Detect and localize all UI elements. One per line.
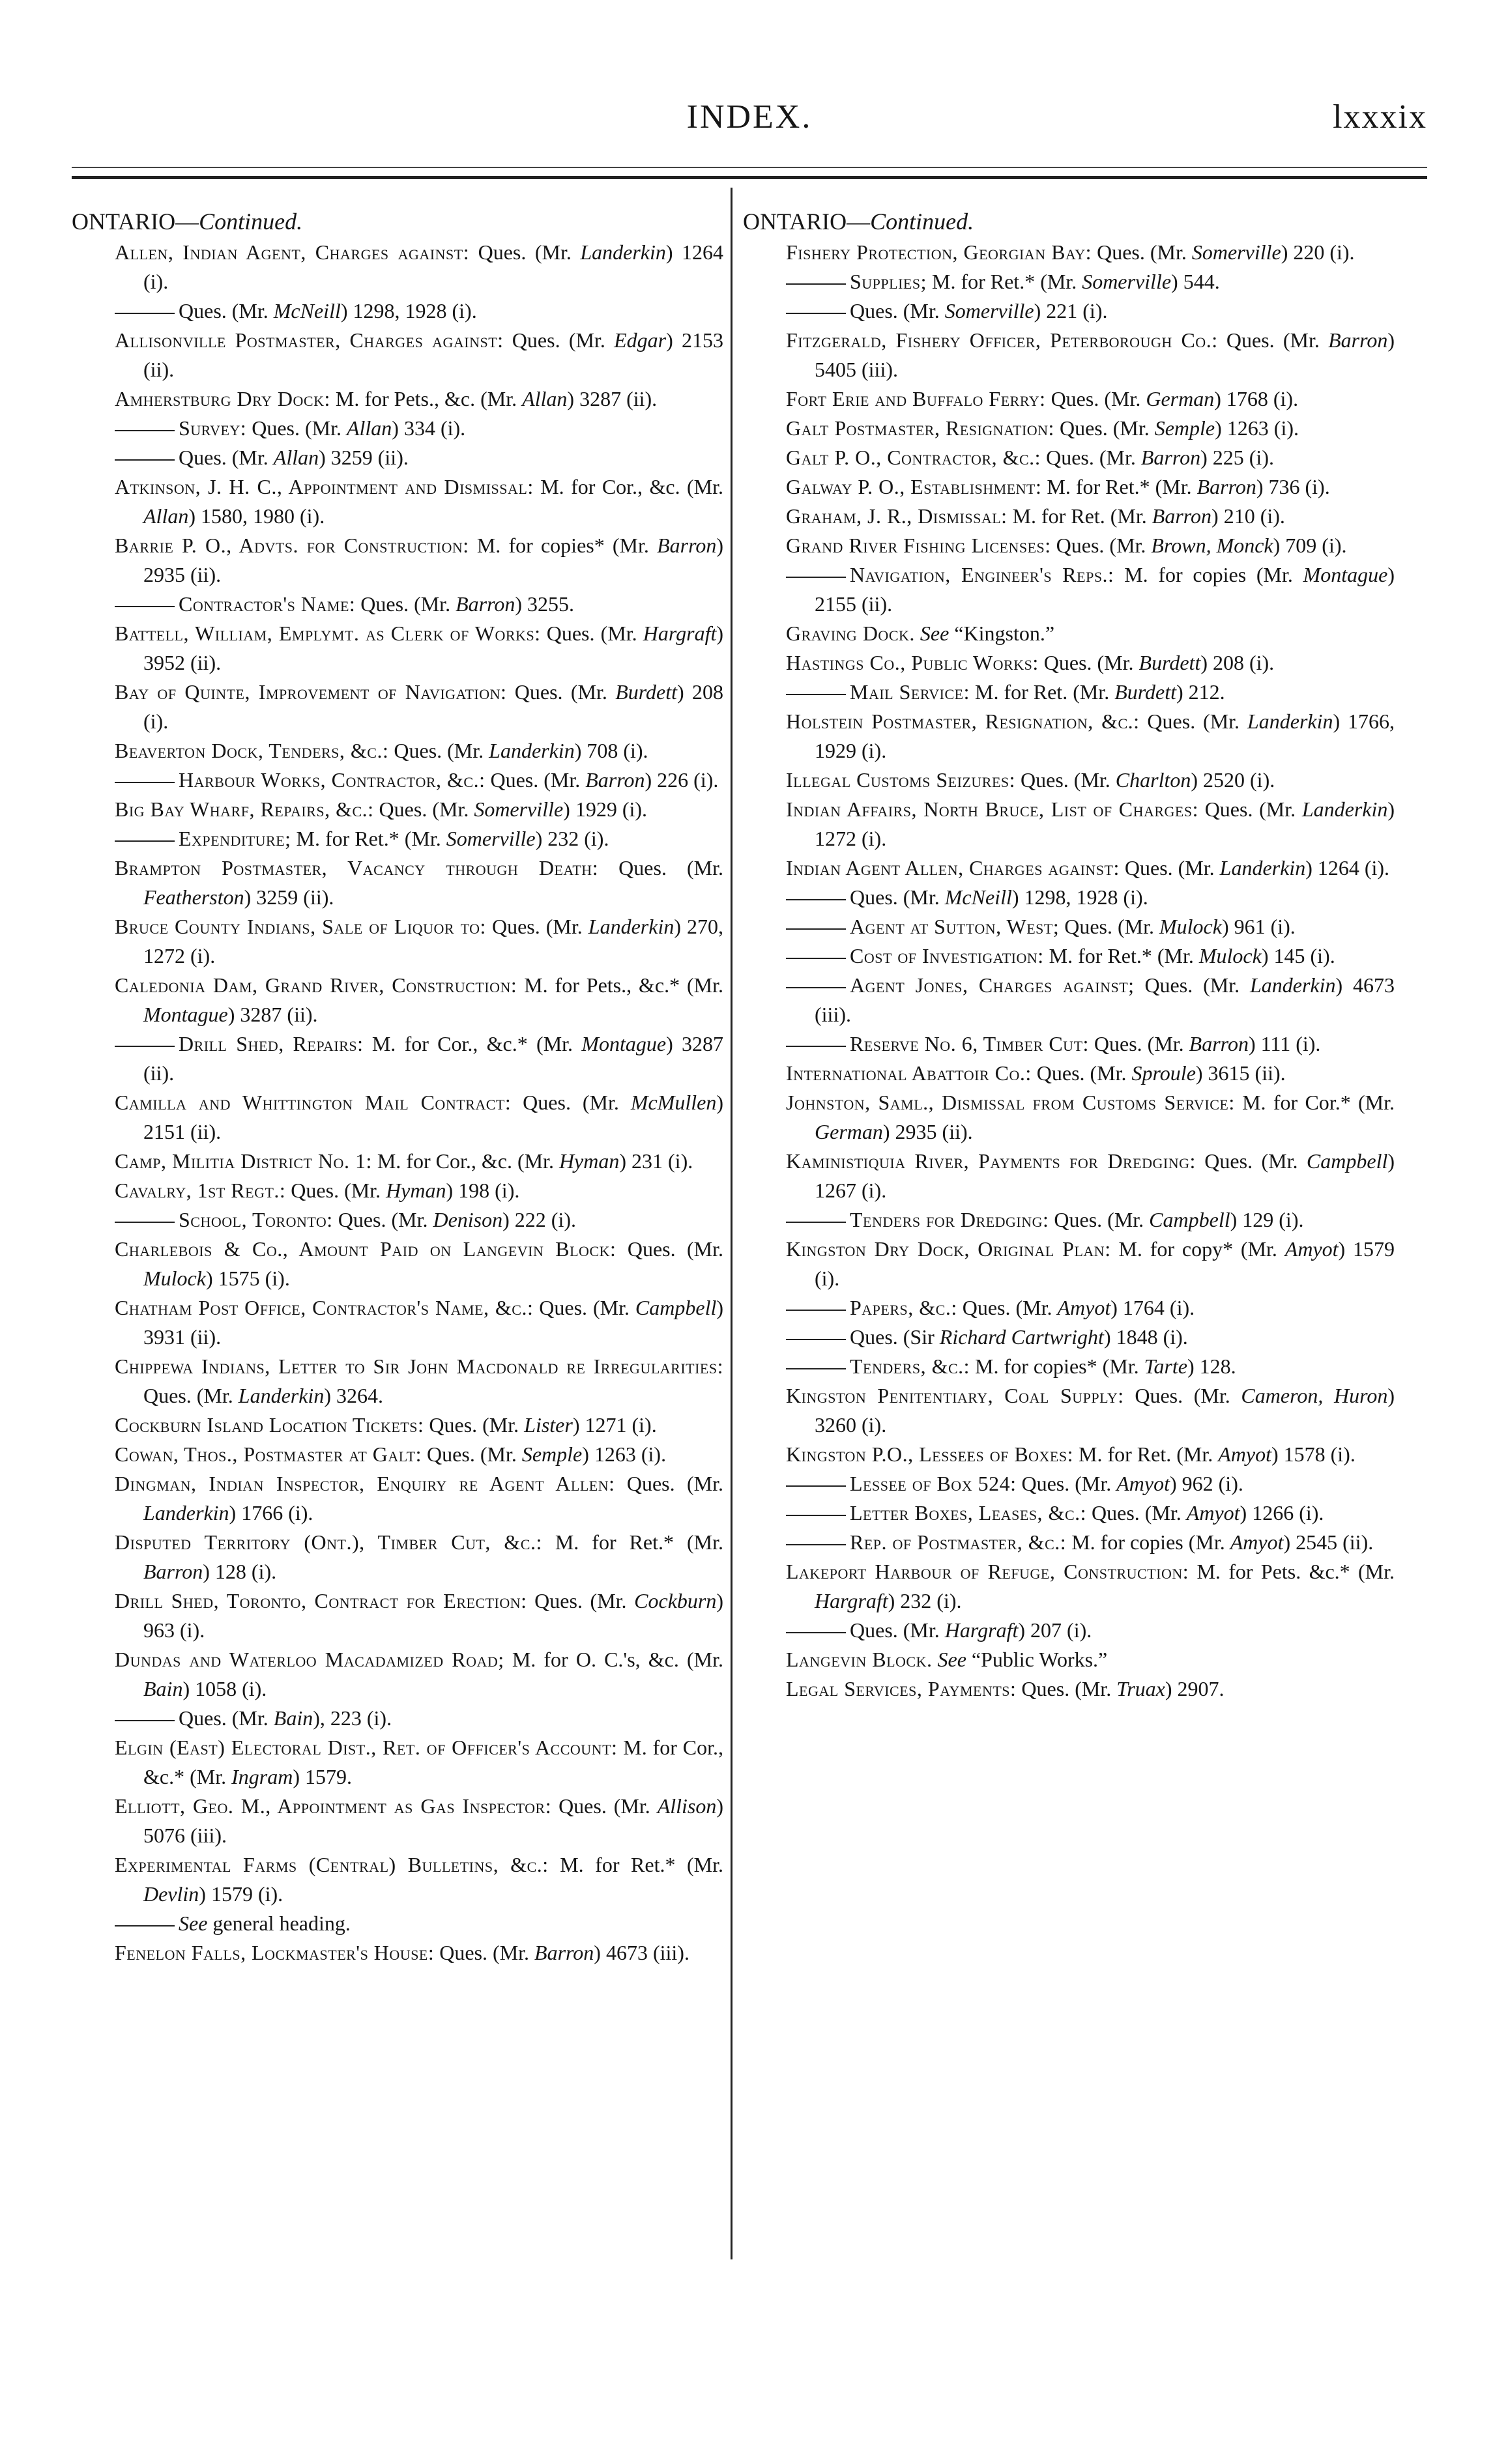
entry-reference: M. for Pets., &c.* (Mr. Montague) 3287 (ii). xyxy=(143,973,724,1026)
entry-heading: Indian Agent Allen, Charges against: xyxy=(786,856,1120,880)
index-entry xyxy=(743,648,1395,678)
entry-heading: Contractor's Name: xyxy=(179,592,356,616)
entry-reference: Ques. (Mr. Truax) 2907. xyxy=(1021,1677,1225,1700)
index-entry xyxy=(743,1674,1395,1704)
entry-reference: Ques. (Mr. McNeill) 1298, 1928 (i). xyxy=(179,299,477,322)
index-subentry xyxy=(743,1293,1395,1323)
section-continued: Continued. xyxy=(199,208,303,235)
entry-heading: Chatham Post Office, Contractor's Name, &c.: xyxy=(115,1296,534,1319)
entry-reference: M. for copies (Mr. Montague) 2155 (ii). xyxy=(815,563,1395,616)
entry-heading: Caledonia Dam, Grand River, Construction: xyxy=(115,973,517,997)
index-entry xyxy=(72,1088,723,1147)
index-entry xyxy=(743,414,1395,443)
index-entry xyxy=(743,1557,1395,1616)
entry-heading: Cowan, Thos., Postmaster at Galt: xyxy=(115,1442,422,1466)
entry-reference: Ques. (Mr. Semple) 1263 (i). xyxy=(427,1442,667,1466)
entry-reference: Ques. (Mr. Brown, Monck) 709 (i). xyxy=(1056,534,1347,557)
index-entry xyxy=(72,326,723,384)
index-entry xyxy=(72,912,723,971)
entry-reference: Ques. (Mr. Hargraft) 207 (i). xyxy=(850,1618,1092,1642)
index-subentry xyxy=(743,267,1395,296)
entry-reference: Ques. (Mr. German) 1768 (i). xyxy=(1051,387,1299,410)
index-subentry xyxy=(743,1029,1395,1059)
entry-reference: Ques. (Mr. Sproule) 3615 (ii). xyxy=(1036,1061,1286,1085)
column-divider xyxy=(731,188,732,2259)
index-subentry xyxy=(743,296,1395,326)
entry-heading: Survey: xyxy=(179,416,247,440)
entry-reference: See general heading. xyxy=(179,1912,351,1935)
index-entry xyxy=(72,1469,723,1528)
index-subentry xyxy=(743,883,1395,912)
entry-heading: Kingston Penitentiary, Coal Supply: xyxy=(786,1384,1124,1407)
entry-heading: Tenders, &c.: xyxy=(850,1354,970,1378)
entry-heading: Amherstburg Dry Dock: xyxy=(115,387,330,410)
entry-heading: Cost of Investigation: xyxy=(850,944,1044,967)
entry-reference: M. for Ret. (Mr. Barron) 210 (i). xyxy=(1012,504,1285,528)
entry-reference: M. for Cor., &c. (Mr. Allan) 1580, 1980 (i). xyxy=(143,475,724,528)
entry-reference: Ques. (Mr. Hyman) 198 (i). xyxy=(291,1179,520,1202)
entry-heading: Dingman, Indian Inspector, Enquiry re Agent Allen: xyxy=(115,1472,615,1495)
entry-heading: Cockburn Island Location Tickets: xyxy=(115,1413,424,1437)
entry-reference: Ques. (Mr. Landerkin) 1264 (i). xyxy=(1124,856,1390,880)
index-subentry xyxy=(72,414,723,443)
section-heading xyxy=(72,207,723,236)
entry-heading: Agent Jones, Charges against; xyxy=(850,973,1135,997)
index-entry xyxy=(743,1147,1395,1205)
index-entry xyxy=(72,1586,723,1645)
index-entry xyxy=(72,1792,723,1850)
index-entry xyxy=(72,1733,723,1792)
entry-reference: Ques. (Mr. Landerkin) 708 (i). xyxy=(394,739,648,762)
entry-reference: Ques. (Mr. Barron) 225 (i). xyxy=(1046,446,1274,469)
index-entry xyxy=(72,619,723,678)
index-entry xyxy=(72,736,723,766)
section-heading xyxy=(743,207,1395,236)
entry-reference: M. for copies (Mr. Amyot) 2545 (ii). xyxy=(1071,1530,1374,1554)
entry-heading: Cavalry, 1st Regt.: xyxy=(115,1179,286,1202)
entry-heading: Harbour Works, Contractor, &c.: xyxy=(179,768,486,792)
entry-reference: Ques. (Mr. Landerkin) 1264 (i). xyxy=(143,240,724,293)
index-entry xyxy=(72,1938,723,1968)
entry-reference: Ques. (Mr. Landerkin) 270, 1272 (i). xyxy=(143,915,724,967)
entry-reference: Ques. (Mr. Allan) 334 (i). xyxy=(252,416,466,440)
section-continued: Continued. xyxy=(870,208,974,235)
entry-reference: Ques. (Mr. Allan) 3259 (ii). xyxy=(179,446,409,469)
index-entry xyxy=(743,1088,1395,1147)
entry-heading: Chippewa Indians, Letter to Sir John Macdonald re Irregularities: xyxy=(115,1354,723,1378)
page-title: INDEX. xyxy=(686,98,813,136)
entry-reference: Ques. (Mr. Lister) 1271 (i). xyxy=(429,1413,657,1437)
index-entry xyxy=(72,1528,723,1586)
entry-heading: Battell, William, Emplymt. as Clerk of Works: xyxy=(115,622,541,645)
entry-heading: Indian Affairs, North Bruce, List of Charges: xyxy=(786,797,1198,821)
index-subentry xyxy=(743,941,1395,971)
index-entry xyxy=(743,1381,1395,1440)
entry-heading: Elgin (East) Electoral Dist., Ret. of Officer's Account: xyxy=(115,1736,618,1759)
index-entry xyxy=(743,1440,1395,1469)
index-entry xyxy=(743,326,1395,384)
entry-heading: Galt Postmaster, Resignation: xyxy=(786,416,1054,440)
index-entry xyxy=(743,1645,1395,1674)
entry-heading: Allisonville Postmaster, Charges against: xyxy=(115,328,504,352)
entry-reference: See “Kingston.” xyxy=(920,622,1055,645)
entry-heading: Rep. of Postmaster, &c.: xyxy=(850,1530,1067,1554)
index-subentry xyxy=(743,1352,1395,1381)
index-subentry xyxy=(72,1205,723,1235)
entry-reference: Ques. (Mr. Burdett) 208 (i). xyxy=(1043,651,1275,674)
entry-heading: Disputed Territory (Ont.), Timber Cut, &c.: xyxy=(115,1530,542,1554)
entry-heading: Hastings Co., Public Works: xyxy=(786,651,1039,674)
entry-reference: Ques. (Mr. Campbell) 129 (i). xyxy=(1054,1208,1304,1231)
index-subentry xyxy=(743,1616,1395,1645)
entry-reference: Ques. (Mr. Landerkin) 3264. xyxy=(143,1384,383,1407)
entry-heading: Elliott, Geo. M., Appointment as Gas Inspector: xyxy=(115,1794,552,1818)
index-entry xyxy=(743,766,1395,795)
entry-reference: Ques. (Mr. Charlton) 2520 (i). xyxy=(1021,768,1275,792)
index-entry xyxy=(743,472,1395,502)
right-column xyxy=(743,207,1395,1704)
index-subentry xyxy=(72,1909,723,1938)
index-entry xyxy=(743,443,1395,472)
entry-heading: Reserve No. 6, Timber Cut: xyxy=(850,1032,1089,1055)
index-subentry xyxy=(743,1323,1395,1352)
entry-heading: Graving Dock. xyxy=(786,622,915,645)
index-entry xyxy=(72,795,723,824)
entry-reference: Ques. (Mr. Campbell) 3931 (ii). xyxy=(143,1296,724,1349)
entry-reference: Ques. (Mr. Hargraft) 3952 (ii). xyxy=(143,622,724,674)
entry-heading: Bruce County Indians, Sale of Liquor to: xyxy=(115,915,486,938)
entry-reference: M. for Pets., &c. (Mr. Allan) 3287 (ii). xyxy=(335,387,658,410)
entry-reference: M. for Ret.* (Mr. Barron) 736 (i). xyxy=(1047,475,1330,498)
index-subentry xyxy=(72,766,723,795)
entry-heading: Fishery Protection, Georgian Bay: xyxy=(786,240,1092,264)
index-subentry xyxy=(743,1469,1395,1498)
entry-reference: Ques. (Mr. Cameron, Huron) 3260 (i). xyxy=(815,1384,1395,1437)
entry-heading: Fort Erie and Buffalo Ferry: xyxy=(786,387,1046,410)
entry-reference: Ques. (Mr. Cockburn) 963 (i). xyxy=(143,1589,724,1642)
entry-heading: Fitzgerald, Fishery Officer, Peterborough Co.: xyxy=(786,328,1218,352)
entry-reference: Ques. (Mr. Barron) 226 (i). xyxy=(490,768,719,792)
index-entry xyxy=(743,502,1395,531)
index-entry xyxy=(72,853,723,912)
header-rule-thin xyxy=(72,167,1427,168)
index-subentry xyxy=(72,1704,723,1733)
entry-reference: Ques. (Mr. Somerville) 220 (i). xyxy=(1097,240,1355,264)
index-subentry xyxy=(72,296,723,326)
entry-heading: Atkinson, J. H. C., Appointment and Dismissal: xyxy=(115,475,534,498)
entry-heading: Drill Shed, Repairs: xyxy=(179,1032,364,1055)
index-entry xyxy=(72,1645,723,1704)
entry-reference: Ques. (Mr. Landerkin) 1766, 1929 (i). xyxy=(815,709,1395,762)
index-subentry xyxy=(72,824,723,853)
entry-reference: Ques. (Mr. Barron) 5405 (iii). xyxy=(815,328,1395,381)
entry-reference: Ques. (Mr. Landerkin) 4673 (iii). xyxy=(815,973,1395,1026)
entry-reference: M. for Cor., &c.* (Mr. Ingram) 1579. xyxy=(143,1736,724,1788)
entry-reference: Ques. (Mr. Barron) 3255. xyxy=(360,592,574,616)
index-entries xyxy=(743,238,1395,1704)
index-subentry xyxy=(72,443,723,472)
entry-reference: M. for Pets. &c.* (Mr. Hargraft) 232 (i). xyxy=(815,1560,1395,1612)
entry-heading: Barrie P. O., Advts. for Construction: xyxy=(115,534,469,557)
entry-heading: Big Bay Wharf, Repairs, &c.: xyxy=(115,797,374,821)
entry-heading: Mail Service: xyxy=(850,680,970,704)
page-header xyxy=(72,98,1427,150)
index-entry xyxy=(72,1411,723,1440)
index-subentry xyxy=(743,1205,1395,1235)
entry-reference: Ques. (Mr. Landerkin) 1272 (i). xyxy=(815,797,1395,850)
entry-reference: M. for Cor., &c. (Mr. Hyman) 231 (i). xyxy=(377,1149,693,1173)
entry-reference: Ques. (Mr. Allison) 5076 (iii). xyxy=(143,1794,724,1847)
entry-heading: Kingston Dry Dock, Original Plan: xyxy=(786,1237,1111,1261)
entry-heading: Holstein Postmaster, Resignation, &c.: xyxy=(786,709,1140,733)
entry-reference: Ques. (Sir Richard Cartwright) 1848 (i). xyxy=(850,1325,1188,1349)
index-subentry xyxy=(743,912,1395,941)
page-number: lxxxix xyxy=(1333,98,1427,136)
entry-heading: Graham, J. R., Dismissal: xyxy=(786,504,1008,528)
section-name: ONTARIO— xyxy=(72,208,199,235)
index-subentry xyxy=(72,590,723,619)
entry-reference: M. for Ret.* (Mr. Mulock) 145 (i). xyxy=(1049,944,1335,967)
entry-heading: Experimental Farms (Central) Bulletins, &c.: xyxy=(115,1853,549,1876)
entry-heading: Expenditure; xyxy=(179,827,291,850)
index-entry xyxy=(72,1235,723,1293)
entry-heading: Lakeport Harbour of Refuge, Construction: xyxy=(786,1560,1189,1583)
entry-heading: Johnston, Saml., Dismissal from Customs Service: xyxy=(786,1091,1235,1114)
entry-reference: Ques. (Mr. McNeill) 1298, 1928 (i). xyxy=(850,885,1148,909)
index-subentry xyxy=(743,971,1395,1029)
entry-heading: Lessee of Box 524: xyxy=(850,1472,1017,1495)
entry-reference: Ques. (Mr. Bain), 223 (i). xyxy=(179,1706,392,1730)
entry-heading: Dundas and Waterloo Macadamized Road; xyxy=(115,1648,504,1671)
entry-heading: Papers, &c.: xyxy=(850,1296,957,1319)
entry-heading: Kingston P.O., Lessees of Boxes: xyxy=(786,1442,1073,1466)
entry-heading: Tenders for Dredging: xyxy=(850,1208,1049,1231)
index-subentry xyxy=(743,1498,1395,1528)
entry-heading: Bay of Quinte, Improvement of Navigation: xyxy=(115,680,507,704)
index-entry xyxy=(72,1176,723,1205)
entry-reference: Ques. (Mr. Mulock) 1575 (i). xyxy=(143,1237,724,1290)
entry-reference: M. for copies* (Mr. Tarte) 128. xyxy=(975,1354,1236,1378)
entry-reference: Ques. (Mr. Semple) 1263 (i). xyxy=(1059,416,1299,440)
entry-heading: Camp, Militia District No. 1: xyxy=(115,1149,372,1173)
entry-reference: M. for copies* (Mr. Barron) 2935 (ii). xyxy=(143,534,723,586)
index-entry xyxy=(743,531,1395,560)
entry-reference: M. for Ret.* (Mr. Devlin) 1579 (i). xyxy=(143,1853,724,1906)
index-entry xyxy=(743,1235,1395,1293)
index-entry xyxy=(743,795,1395,853)
entry-reference: M. for Ret. (Mr. Burdett) 212. xyxy=(974,680,1225,704)
entry-heading: Charlebois & Co., Amount Paid on Langevin Block: xyxy=(115,1237,616,1261)
index-entry xyxy=(743,238,1395,267)
entry-reference: Ques. (Mr. Burdett) 208 (i). xyxy=(143,680,724,733)
entry-heading: Galway P. O., Establishment: xyxy=(786,475,1042,498)
entry-reference: Ques. (Mr. Amyot) 962 (i). xyxy=(1021,1472,1243,1495)
index-entry xyxy=(72,238,723,296)
entry-heading: Allen, Indian Agent, Charges against: xyxy=(115,240,470,264)
index-entry xyxy=(72,531,723,590)
entry-heading: Letter Boxes, Leases, &c.: xyxy=(850,1501,1087,1525)
entry-heading: Langevin Block. xyxy=(786,1648,933,1671)
entry-reference: Ques. (Mr. Mulock) 961 (i). xyxy=(1064,915,1296,938)
index-entry xyxy=(72,1147,723,1176)
left-column xyxy=(72,207,723,1968)
entry-heading: Brampton Postmaster, Vacancy through Death: xyxy=(115,856,599,880)
entry-heading: Illegal Customs Seizures: xyxy=(786,768,1016,792)
index-entry xyxy=(72,384,723,414)
entry-reference: M. for Ret.* (Mr. Barron) 128 (i). xyxy=(143,1530,723,1583)
entry-reference: See “Public Works.” xyxy=(937,1648,1108,1671)
entry-reference: M. for copy* (Mr. Amyot) 1579 (i). xyxy=(815,1237,1395,1290)
entry-heading: International Abattoir Co.: xyxy=(786,1061,1032,1085)
entry-heading: Beaverton Dock, Tenders, &c.: xyxy=(115,739,389,762)
entry-reference: M. for Cor., &c.* (Mr. Montague) 3287 (ii). xyxy=(143,1032,724,1085)
index-entry xyxy=(72,472,723,531)
index-entry xyxy=(743,619,1395,648)
entry-reference: Ques. (Mr. Somerville) 221 (i). xyxy=(850,299,1108,322)
index-subentry xyxy=(743,560,1395,619)
entry-reference: M. for Cor.* (Mr. German) 2935 (ii). xyxy=(815,1091,1395,1143)
entry-heading: School, Toronto: xyxy=(179,1208,333,1231)
entry-heading: Camilla and Whittington Mail Contract: xyxy=(115,1091,512,1114)
index-entry xyxy=(72,1440,723,1469)
entry-reference: Ques. (Mr. Denison) 222 (i). xyxy=(338,1208,576,1231)
index-entry xyxy=(72,1850,723,1909)
index-entry xyxy=(72,1293,723,1352)
entry-reference: Ques. (Mr. Somerville) 1929 (i). xyxy=(379,797,648,821)
entry-heading: Navigation, Engineer's Reps.: xyxy=(850,563,1114,586)
header-rule-thick xyxy=(72,176,1427,179)
entry-reference: Ques. (Mr. Campbell) 1267 (i). xyxy=(815,1149,1395,1202)
index-entry xyxy=(743,1059,1395,1088)
entry-reference: M. for Ret.* (Mr. Somerville) 232 (i). xyxy=(296,827,609,850)
index-entry xyxy=(743,707,1395,766)
index-entries xyxy=(72,238,723,1968)
index-entry xyxy=(72,678,723,736)
entry-reference: Ques. (Mr. Barron) 4673 (iii). xyxy=(439,1941,689,1964)
entry-heading: Galt P. O., Contractor, &c.: xyxy=(786,446,1041,469)
entry-reference: M. for Ret.* (Mr. Somerville) 544. xyxy=(931,270,1220,293)
index-subentry xyxy=(72,1029,723,1088)
index-entry xyxy=(743,384,1395,414)
entry-heading: Grand River Fishing Licenses: xyxy=(786,534,1051,557)
index-entry xyxy=(72,1352,723,1411)
entry-heading: Drill Shed, Toronto, Contract for Erection: xyxy=(115,1589,527,1612)
entry-reference: Ques. (Mr. Amyot) 1764 (i). xyxy=(962,1296,1195,1319)
entry-heading: Supplies; xyxy=(850,270,927,293)
entry-reference: Ques. (Mr. Barron) 111 (i). xyxy=(1094,1032,1321,1055)
entry-reference: Ques. (Mr. Featherston) 3259 (ii). xyxy=(143,856,724,909)
index-subentry xyxy=(743,1528,1395,1557)
entry-heading: Kaministiquia River, Payments for Dredging: xyxy=(786,1149,1196,1173)
entry-reference: Ques. (Mr. Landerkin) 1766 (i). xyxy=(143,1472,723,1525)
index-subentry xyxy=(743,678,1395,707)
entry-reference: Ques. (Mr. McMullen) 2151 (ii). xyxy=(143,1091,723,1143)
entry-reference: Ques. (Mr. Edgar) 2153 (ii). xyxy=(143,328,724,381)
index-entry xyxy=(743,853,1395,883)
entry-reference: M. for Ret. (Mr. Amyot) 1578 (i). xyxy=(1079,1442,1356,1466)
entry-reference: M. for O. C.'s, &c. (Mr. Bain) 1058 (i). xyxy=(143,1648,724,1700)
entry-heading: Agent at Sutton, West; xyxy=(850,915,1060,938)
entry-heading: Legal Services, Payments: xyxy=(786,1677,1017,1700)
entry-heading: Fenelon Falls, Lockmaster's House: xyxy=(115,1941,435,1964)
section-name: ONTARIO— xyxy=(743,208,871,235)
entry-reference: Ques. (Mr. Amyot) 1266 (i). xyxy=(1092,1501,1324,1525)
index-entry xyxy=(72,971,723,1029)
